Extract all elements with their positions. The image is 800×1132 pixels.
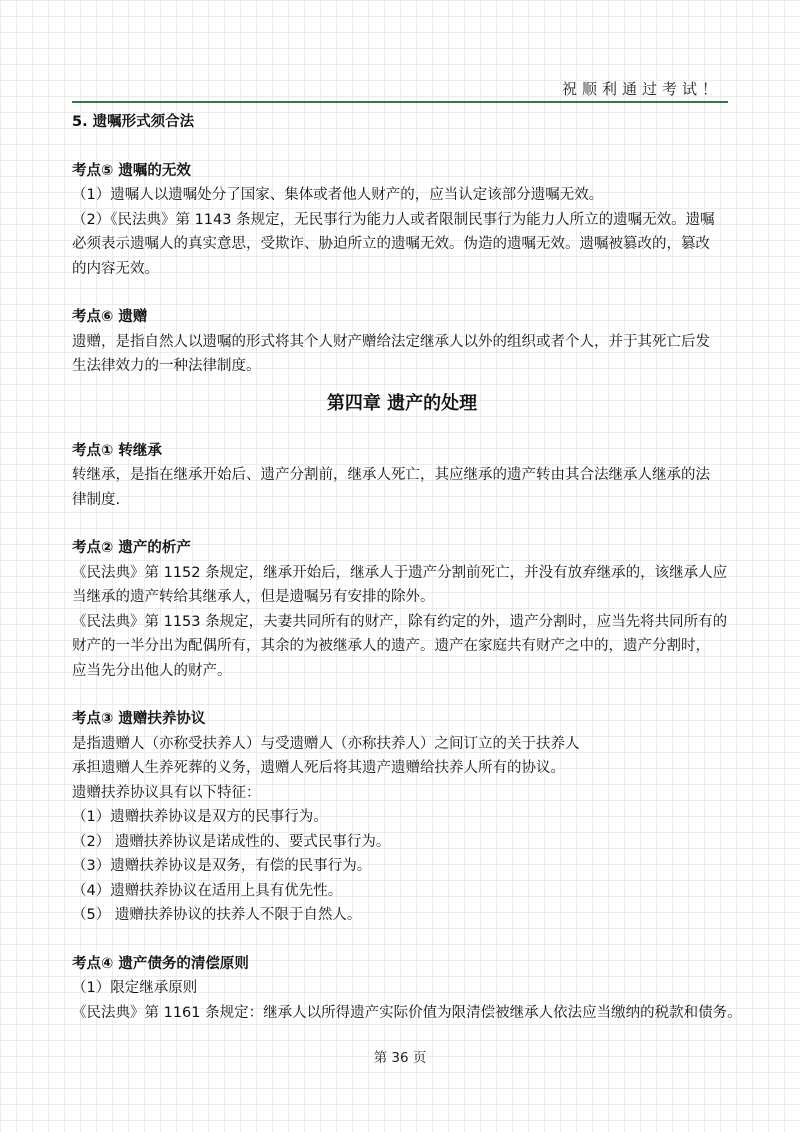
body-text-line: 律制度. [72, 491, 121, 508]
paragraph-gap [72, 281, 732, 305]
section-heading: 考点② 遗产的析产 [72, 540, 191, 556]
section-heading: 考点④ 遗产债务的清偿原则 [72, 955, 249, 972]
body-text-line: 必须表示遗嘱人的真实意思，受欺诈、胁迫所立的遗嘱无效。伪造的遗嘱无效。遗嘱被篡改的，篡改 [72, 236, 710, 252]
body-text-line: 当继承的遗产转给其继承人，但是遗嘱另有安排的除外。 [72, 589, 435, 605]
section-heading: 5. 遗嘱形式须合法 [72, 114, 195, 130]
body-text-line: 转继承，是指在继承开始后、遗产分割前，继承人死亡，其应继承的遗产转由其合法继承人继承的法 [72, 467, 710, 483]
section-heading: 考点① 转继承 [72, 442, 162, 459]
body-text-line: 《民法典》第 1161 条规定：继承人以所得遗产实际价值为限清偿被继承人依法应当缴纳的税款和债务。 [72, 1004, 742, 1021]
body-text-line: 生法律效力的一种法律制度。 [72, 358, 261, 374]
page-body [72, 110, 742, 1025]
chapter-title: 第四章 遗产的处理 [326, 392, 478, 414]
body-text-line: （4）遗赠扶养协议在适用上具有优先性。 [72, 882, 343, 899]
body-text-line: 的内容无效。 [72, 260, 159, 277]
section-heading: 考点⑥ 遗赠 [72, 309, 148, 325]
body-text-line: （2） 遗赠扶养协议是诺成性的、要式民事行为。 [72, 833, 391, 850]
body-text-line: （1）限定继承原则 [72, 980, 198, 996]
body-text-line: （1）遗嘱人以遗嘱处分了国家、集体或者他人财产的，应当认定该部分遗嘱无效。 [72, 187, 604, 203]
paragraph-gap [72, 928, 732, 952]
paragraph-gap [72, 135, 732, 159]
body-text-line: （1）遗赠扶养协议是双方的民事行为。 [72, 809, 328, 825]
section-heading: 考点③ 遗赠扶养协议 [72, 711, 206, 727]
section-heading: 考点⑤ 遗嘱的无效 [72, 162, 191, 179]
body-text-line: 是指遗赠人（亦称受扶养人）与受遗赠人（亦称扶养人）之间订立的关于扶养人 [72, 735, 580, 752]
body-text-line: 承担遗赠人生养死葬的义务，遗赠人死后将其遗产遗赠给扶养人所有的协议。 [72, 760, 565, 776]
header-slogan: 祝顺利通过考试！ [561, 80, 722, 98]
body-text-line: 遗赠扶养协议具有以下特征： [72, 784, 261, 801]
body-text-line: 《民法典》第 1152 条规定，继承开始后，继承人于遗产分割前死亡，并没有放弃继承的，该继承人应 [72, 564, 728, 581]
page-number: 第 36 页 [373, 1050, 427, 1066]
paragraph-gap [72, 683, 732, 707]
body-text-line: （5） 遗赠扶养协议的扶养人不限于自然人。 [72, 907, 362, 923]
body-text-line: （2）《民法典》第 1143 条规定，无民事行为能力人或者限制民事行为能力人所立的遗嘱无效。遗嘱 [72, 211, 715, 228]
body-text-line: 应当先分出他人的财产。 [72, 662, 232, 679]
body-text-line: 《民法典》第 1153 条规定，夫妻共同所有的财产，除有约定的外，遗产分割时，应当先将共同所有的 [72, 613, 728, 630]
body-text-line: 财产的一半分出为配偶所有，其余的为被继承人的遗产。遗产在家庭共有财产之中的，遗产分割时， [72, 638, 710, 654]
body-text-line: （3）遗赠扶养协议是双务，有偿的民事行为。 [72, 858, 372, 874]
header-divider [72, 101, 728, 103]
paragraph-gap [72, 512, 732, 536]
body-text-line: 遗赠，是指自然人以遗嘱的形式将其个人财产赠给法定继承人以外的组织或者个人，并于其死亡后发 [72, 333, 710, 350]
